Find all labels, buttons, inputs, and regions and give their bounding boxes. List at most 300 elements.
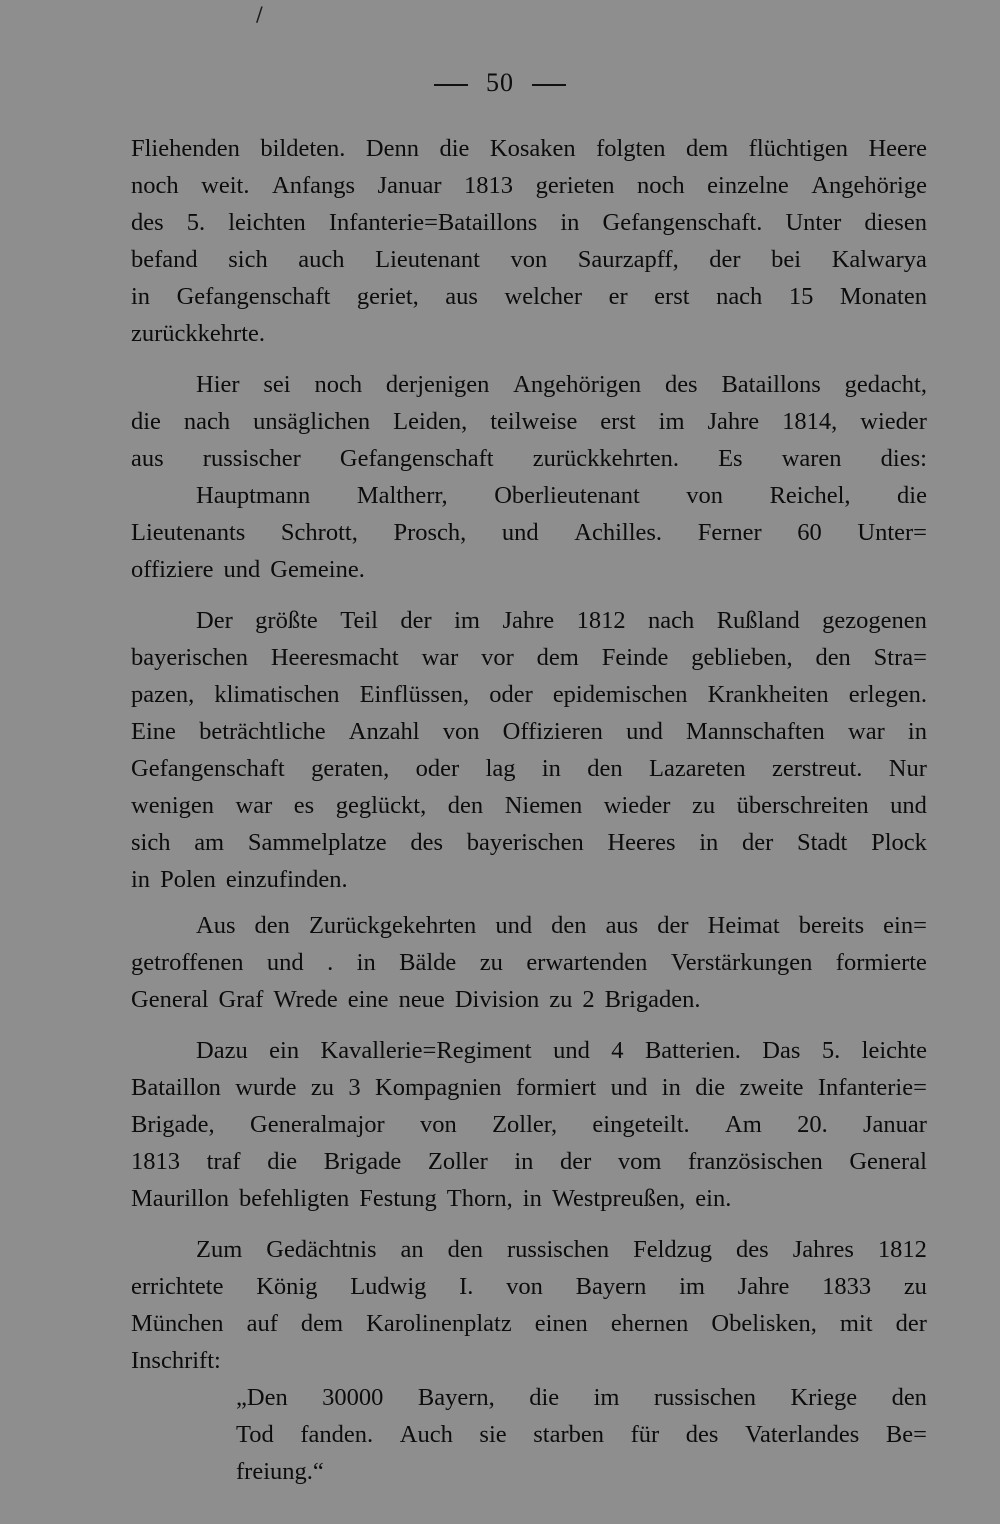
word: 1813 (131, 1148, 180, 1175)
word: Angehörige (811, 172, 927, 199)
text-line (131, 981, 927, 1018)
word: Generalmajor (250, 1111, 385, 1138)
word: und (266, 949, 304, 976)
word: Graf (218, 986, 264, 1013)
word: Aus (196, 912, 236, 939)
word: den (551, 912, 587, 939)
word: offiziere (131, 556, 214, 583)
word: Kosaken (489, 135, 576, 162)
word: Saurzapff, (577, 246, 679, 273)
word: 3 (348, 1074, 361, 1101)
word: Lazareten (649, 755, 746, 782)
quote-line (131, 1416, 927, 1453)
text-line (131, 907, 927, 944)
word: ein. (695, 1185, 732, 1212)
word: neue (398, 986, 445, 1013)
word: wenigen (131, 792, 214, 819)
word: dem (536, 644, 579, 671)
word: wurde (235, 1074, 297, 1101)
word: klimatischen (214, 681, 340, 708)
paragraph (131, 1231, 927, 1379)
word: zu (549, 986, 573, 1013)
word: Kriege (790, 1384, 858, 1411)
word: Vaterlandes (745, 1421, 860, 1448)
word: Prosch, (393, 519, 467, 546)
word: befehligten (239, 1185, 350, 1212)
word: Batterien. (644, 1037, 741, 1064)
word: bereits (798, 912, 865, 939)
word: es (293, 792, 315, 819)
word: erst (600, 408, 636, 435)
text-line (131, 514, 927, 551)
word: Feldzug (633, 1236, 713, 1263)
word: den (254, 912, 290, 939)
text-line (131, 750, 927, 787)
word: war (848, 718, 885, 745)
word: bildeten. (260, 135, 346, 162)
word: pazen, (131, 681, 195, 708)
word: Hauptmann (196, 482, 311, 509)
word: Mannschaften (686, 718, 825, 745)
word: und (223, 556, 261, 583)
word: der (400, 607, 432, 634)
text-line (131, 440, 927, 477)
word: des (685, 1421, 719, 1448)
word: fanden. (300, 1421, 374, 1448)
word: erlegen. (848, 681, 927, 708)
word: und (610, 1074, 648, 1101)
word: 30000 (322, 1384, 384, 1411)
page-number-dash-left (434, 84, 468, 86)
word: Eine (131, 718, 176, 745)
word: Wrede (273, 986, 338, 1013)
word: Reichel, (769, 482, 851, 509)
word: einen (534, 1310, 588, 1337)
word: dem (300, 1310, 344, 1337)
word: General (849, 1148, 927, 1175)
word: von (686, 482, 724, 509)
word: Stra= (873, 644, 927, 671)
word: welcher (504, 283, 583, 310)
text-line (131, 861, 927, 898)
word: er (608, 283, 628, 310)
word: gezogenen (822, 607, 927, 634)
word: die (131, 408, 161, 435)
text-line (131, 204, 927, 241)
text-line (131, 477, 927, 514)
word: Es (718, 445, 743, 472)
word: Maurillon (131, 1185, 229, 1212)
text-line (131, 602, 927, 639)
word: zu (903, 1273, 927, 1300)
word: den (815, 644, 851, 671)
word: Auch (399, 1421, 453, 1448)
word: im (593, 1384, 620, 1411)
text-line (131, 1231, 927, 1268)
word: für (630, 1421, 660, 1448)
word: der (895, 1310, 927, 1337)
word: in (131, 283, 151, 310)
word: Anzahl (348, 718, 420, 745)
word: wieder (603, 792, 671, 819)
word: Heimat (707, 912, 780, 939)
word: Heeres (607, 829, 676, 856)
word: Das (762, 1037, 801, 1064)
word: von (506, 1273, 543, 1300)
word: zurückkehrte. (131, 320, 265, 347)
word: die (695, 1074, 726, 1101)
word: befand (131, 246, 198, 273)
word: Schrott, (280, 519, 358, 546)
word: epidemischen (552, 681, 688, 708)
word: in (560, 209, 580, 236)
word: Gefangenschaft (131, 755, 285, 782)
word: 15 (788, 283, 814, 310)
word: 1813 (464, 172, 514, 199)
word: noch (131, 172, 179, 199)
word: die (439, 135, 470, 162)
word: 5. (821, 1037, 841, 1064)
word: Gemeine. (270, 556, 365, 583)
word: diesen (864, 209, 927, 236)
text-line (131, 1032, 927, 1069)
word: Gefangenschaft (176, 283, 331, 310)
word: Thorn, (446, 1185, 513, 1212)
word: Kavallerie=Regiment (320, 1037, 532, 1064)
word: Obelisken, (711, 1310, 817, 1337)
word: Teil (340, 607, 378, 634)
word: auf (246, 1310, 278, 1337)
word: der (709, 246, 741, 273)
word: Denn (365, 135, 419, 162)
text-line (131, 1268, 927, 1305)
word: Rußland (716, 607, 800, 634)
word: ein (269, 1037, 300, 1064)
word: Gefangenschaft (339, 445, 494, 472)
word: und (890, 792, 927, 819)
text-line (131, 403, 927, 440)
word: die (267, 1148, 298, 1175)
page-number-value: 50 (486, 68, 514, 97)
word: 5. (186, 209, 206, 236)
word: Lieutenant (375, 246, 480, 273)
word: Unter (785, 209, 842, 236)
word: im (658, 408, 685, 435)
word: russischer (202, 445, 301, 472)
word: Lieutenants (131, 519, 246, 546)
word: an (400, 1236, 424, 1263)
word: Bälde (399, 949, 457, 976)
text-line (131, 824, 927, 861)
word: einzelne (707, 172, 789, 199)
word: folgten (596, 135, 666, 162)
word: 2 (582, 986, 595, 1013)
word: 4 (611, 1037, 624, 1064)
word: München (131, 1310, 224, 1337)
text-line (131, 551, 927, 588)
word: im (454, 607, 480, 634)
word: Infanterie=Bataillons (328, 209, 538, 236)
word: 1812 (576, 607, 626, 634)
word: von (442, 718, 480, 745)
word: Maltherr, (356, 482, 448, 509)
word: Januar (863, 1111, 927, 1138)
word: den (447, 1236, 483, 1263)
text-line (131, 639, 927, 676)
word: Westpreußen, (551, 1185, 686, 1212)
word: . (327, 949, 334, 976)
word: sich (131, 829, 171, 856)
word: gedacht, (844, 371, 927, 398)
word: Feinde (601, 644, 669, 671)
word: vom (617, 1148, 662, 1175)
word: zu (479, 949, 503, 976)
word: Division (454, 986, 540, 1013)
paragraph (131, 1032, 927, 1217)
word: des (410, 829, 444, 856)
word: Am (725, 1111, 762, 1138)
text-line (131, 787, 927, 824)
word: des (736, 1236, 769, 1263)
word: in (522, 1185, 542, 1212)
word: am (194, 829, 225, 856)
word: in (907, 718, 927, 745)
word: Angehörigen (513, 371, 642, 398)
word: König (256, 1273, 318, 1300)
word: oder (489, 681, 533, 708)
word: Kompagnien (375, 1074, 502, 1101)
word: in (131, 866, 151, 893)
word: Brigade (323, 1148, 402, 1175)
word: und (553, 1037, 590, 1064)
word: zu (691, 792, 716, 819)
word: Dazu (196, 1037, 248, 1064)
word: und (626, 718, 663, 745)
word: oder (415, 755, 460, 782)
paragraph (131, 907, 927, 1018)
text-line (131, 1342, 927, 1379)
word: gerieten (535, 172, 615, 199)
word: geriet, (356, 283, 419, 310)
word: Tod (236, 1421, 274, 1448)
word: Unter= (857, 519, 927, 546)
text-line (131, 167, 927, 204)
word: getroffenen (131, 949, 244, 976)
word: Heere (868, 135, 927, 162)
word: leichte (861, 1037, 927, 1064)
word: ein= (883, 912, 927, 939)
text-line (131, 1305, 927, 1342)
word: Monaten (839, 283, 927, 310)
text-line (131, 713, 927, 750)
word: zerstreut. (771, 755, 863, 782)
word: den (587, 755, 623, 782)
word: Hier (196, 371, 240, 398)
word: in (699, 829, 719, 856)
word: bei (771, 246, 802, 273)
word: Bataillon (131, 1074, 221, 1101)
word: formierte (835, 949, 927, 976)
word: Bayern (575, 1273, 647, 1300)
word: Festung (359, 1185, 437, 1212)
word: geglückt, (335, 792, 427, 819)
word: Einflüssen, (359, 681, 470, 708)
word: Zoller (427, 1148, 488, 1175)
word: Polen (160, 866, 216, 893)
word: Brigaden. (604, 986, 701, 1013)
word: flüchtigen (748, 135, 848, 162)
word: war (421, 644, 459, 671)
word: noch (637, 172, 685, 199)
word: weit. (201, 172, 250, 199)
paragraph (131, 602, 927, 898)
word: russischen (653, 1384, 756, 1411)
word: starben (533, 1421, 604, 1448)
word: eingeteilt. (592, 1111, 690, 1138)
inscription-quote (131, 1379, 927, 1490)
word: zurückkehrten. (532, 445, 679, 472)
word: Ludwig (350, 1273, 427, 1300)
word: und (501, 519, 539, 546)
word: 60 (797, 519, 822, 546)
word: der (560, 1148, 592, 1175)
word: größte (255, 607, 318, 634)
text-line (131, 1143, 927, 1180)
word: traf (206, 1148, 241, 1175)
word: erwartenden (526, 949, 648, 976)
paragraph (131, 130, 927, 352)
word: leichten (228, 209, 306, 236)
word: sei (263, 371, 291, 398)
quote-line (131, 1379, 927, 1416)
word: den (891, 1384, 927, 1411)
word: erst (654, 283, 690, 310)
word: Heeresmacht (270, 644, 399, 671)
word: dies: (880, 445, 927, 472)
page-number (0, 68, 1000, 98)
word: Gefangenschaft. (602, 209, 763, 236)
word: geblieben, (691, 644, 793, 671)
word: Nur (888, 755, 927, 782)
text-line (131, 1069, 927, 1106)
word: 1814, (782, 408, 838, 435)
text-line (131, 1180, 927, 1217)
word: Jahre (502, 607, 555, 634)
word: Oberlieutenant (494, 482, 640, 509)
word: Plock (871, 829, 927, 856)
word: „Den (236, 1384, 288, 1411)
word: Brigade, (131, 1111, 215, 1138)
text-line (131, 1106, 927, 1143)
word: wieder (860, 408, 927, 435)
word: nach (716, 283, 763, 310)
word: Bataillons (721, 371, 821, 398)
word: unsäglichen (253, 408, 371, 435)
text-line (131, 130, 927, 167)
word: Ferner (697, 519, 762, 546)
word: Offizieren (502, 718, 603, 745)
page-number-dash-right (532, 84, 566, 86)
word: ehernen (610, 1310, 689, 1337)
text-line (131, 944, 927, 981)
word: noch (314, 371, 363, 398)
word: und (495, 912, 533, 939)
quote-line (131, 1453, 927, 1490)
word: 20. (797, 1111, 828, 1138)
word: eine (347, 986, 389, 1013)
word: überschreiten (736, 792, 869, 819)
word: beträchtliche (199, 718, 326, 745)
word: Anfangs (272, 172, 356, 199)
body-text (131, 130, 927, 1490)
word: vor (481, 644, 514, 671)
word: waren (781, 445, 842, 472)
word: Fliehenden (131, 135, 240, 162)
word: zweite (739, 1074, 804, 1101)
word: Jahres (792, 1236, 854, 1263)
word: Zurückgekehrten (308, 912, 477, 939)
word: errichtete (131, 1273, 224, 1300)
word: einzufinden. (225, 866, 348, 893)
word: in (661, 1074, 681, 1101)
word: die (897, 482, 927, 509)
word: Leiden, (393, 408, 468, 435)
word: sich (228, 246, 268, 273)
word: Krankheiten (707, 681, 829, 708)
margin-mark: / (256, 2, 263, 26)
word: Bayern, (417, 1384, 495, 1411)
word: Stadt (797, 829, 848, 856)
word: aus (131, 445, 164, 472)
word: Verstärkungen (670, 949, 813, 976)
word: Achilles. (574, 519, 663, 546)
word: sie (479, 1421, 507, 1448)
word: Infanterie= (817, 1074, 927, 1101)
text-line (131, 366, 927, 403)
text-line (131, 676, 927, 713)
word: von (510, 246, 548, 273)
word: 1812 (877, 1236, 927, 1263)
word: aus (605, 912, 639, 939)
word: Be= (885, 1421, 927, 1448)
word: Inschrift: (131, 1347, 221, 1374)
word: bayerischen (131, 644, 248, 671)
word: Karolinenplatz (366, 1310, 512, 1337)
word: dem (685, 135, 729, 162)
word: Zum (196, 1236, 243, 1263)
word: in (356, 949, 376, 976)
word: formiert (515, 1074, 597, 1101)
text-line (131, 241, 927, 278)
word: Kalwarya (831, 246, 927, 273)
word: im (679, 1273, 705, 1300)
word: 1833 (822, 1273, 872, 1300)
word: Sammelplatze (247, 829, 387, 856)
word: I. (459, 1273, 474, 1300)
word: General (131, 986, 209, 1013)
word: Zoller, (492, 1111, 558, 1138)
word: französischen (688, 1148, 823, 1175)
word: der (657, 912, 689, 939)
word: in (514, 1148, 534, 1175)
word: des (131, 209, 164, 236)
word: des (664, 371, 698, 398)
word: Januar (377, 172, 442, 199)
text-line (131, 315, 927, 352)
word: Niemen (504, 792, 583, 819)
word: nach (183, 408, 231, 435)
word: war (235, 792, 273, 819)
